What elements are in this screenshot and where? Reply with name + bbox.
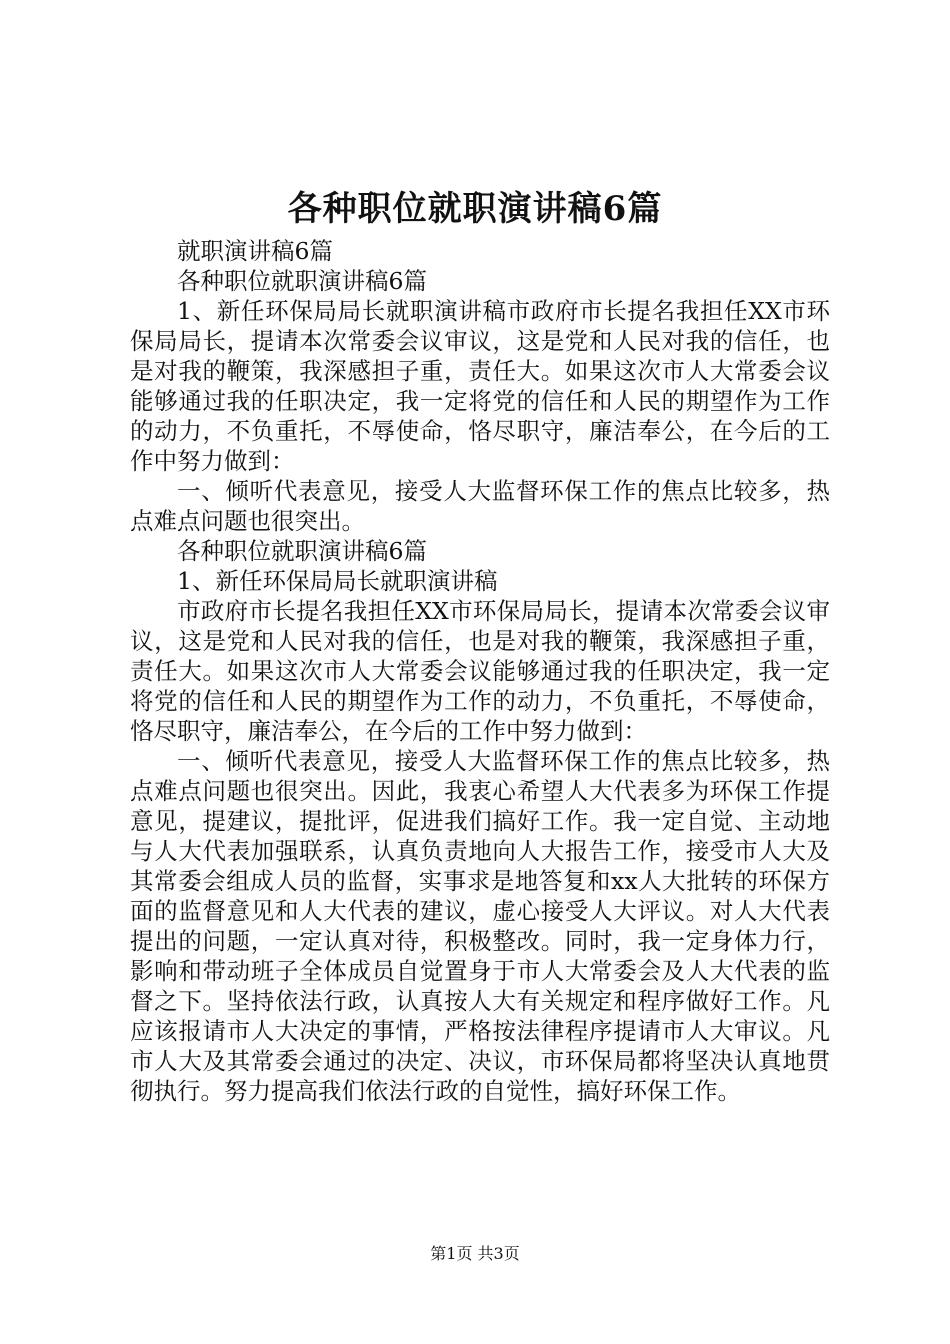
paragraph-speech-opening: 市政府市长提名我担任XX市环保局局长，提请本次常委会议审议，这是党和人民对我的信任，也是对我的鞭策，我深感担子重，责任大。如果这次市人大常委会议能够通过我的任职决定，我一定将党的信任和人民的期望作为工作的动力，不负重托，不辱使命，恪尽职守，廉洁奉公，在今后的工作中努力做到： xyxy=(130,597,830,745)
paragraph-subtitle: 就职演讲稿6篇 xyxy=(177,237,333,265)
document-title: 各种职位就职演讲稿6篇 xyxy=(287,189,663,229)
paragraph-heading: 各种职位就职演讲稿6篇 xyxy=(177,267,427,295)
paragraph-heading-repeat: 各种职位就职演讲稿6篇 xyxy=(177,537,427,565)
document-body xyxy=(130,236,830,1106)
paragraph-intro: 1、新任环保局局长就职演讲稿市政府市长提名我担任XX市环保局局长，提请本次常委会议审议，这是党和人民对我的信任，也是对我的鞭策，我深感担子重，责任大。如果这次市人大常委会议能够通过我的任职决定，我一定将党的信任和人民的期望作为工作的动力，不负重托，不辱使命，恪尽职守，廉洁奉公，在今后的工作中努力做到： xyxy=(130,297,830,475)
paragraph-point-one-short: 一、倾听代表意见，接受人大监督环保工作的焦点比较多，热点难点问题也很突出。 xyxy=(130,477,830,535)
paragraph-section-title: 1、新任环保局局长就职演讲稿 xyxy=(177,567,498,595)
paragraph-point-one-full: 一、倾听代表意见，接受人大监督环保工作的焦点比较多，热点难点问题也很突出。因此，我衷心希望人大代表多为环保工作提意见，提建议，提批评，促进我们搞好工作。我一定自觉、主动地与人大代表加强联系，认真负责地向人大报告工作，接受市人大及其常委会组成人员的监督，实事求是地答复和xx人大批转的环保方面的监督意见和人大代表的建议，虚心接受人大评议。对人大代表提出的问题，一定认真对待，积极整改。同时，我一定身体力行，影响和带动班子全体成员自觉置身于市人大常委会及人大代表的监督之下。坚持依法行政，认真按人大有关规定和程序做好工作。凡应该报请市人大决定的事情，严格按法律程序提请市人大审议。凡市人大及其常委会通过的决定、决议，市环保局都将坚决认真地贯彻执行。努力提高我们依法行政的自觉性，搞好环保工作。 xyxy=(130,747,830,1105)
page-number-footer: 第1页 共3页 xyxy=(430,1244,520,1263)
